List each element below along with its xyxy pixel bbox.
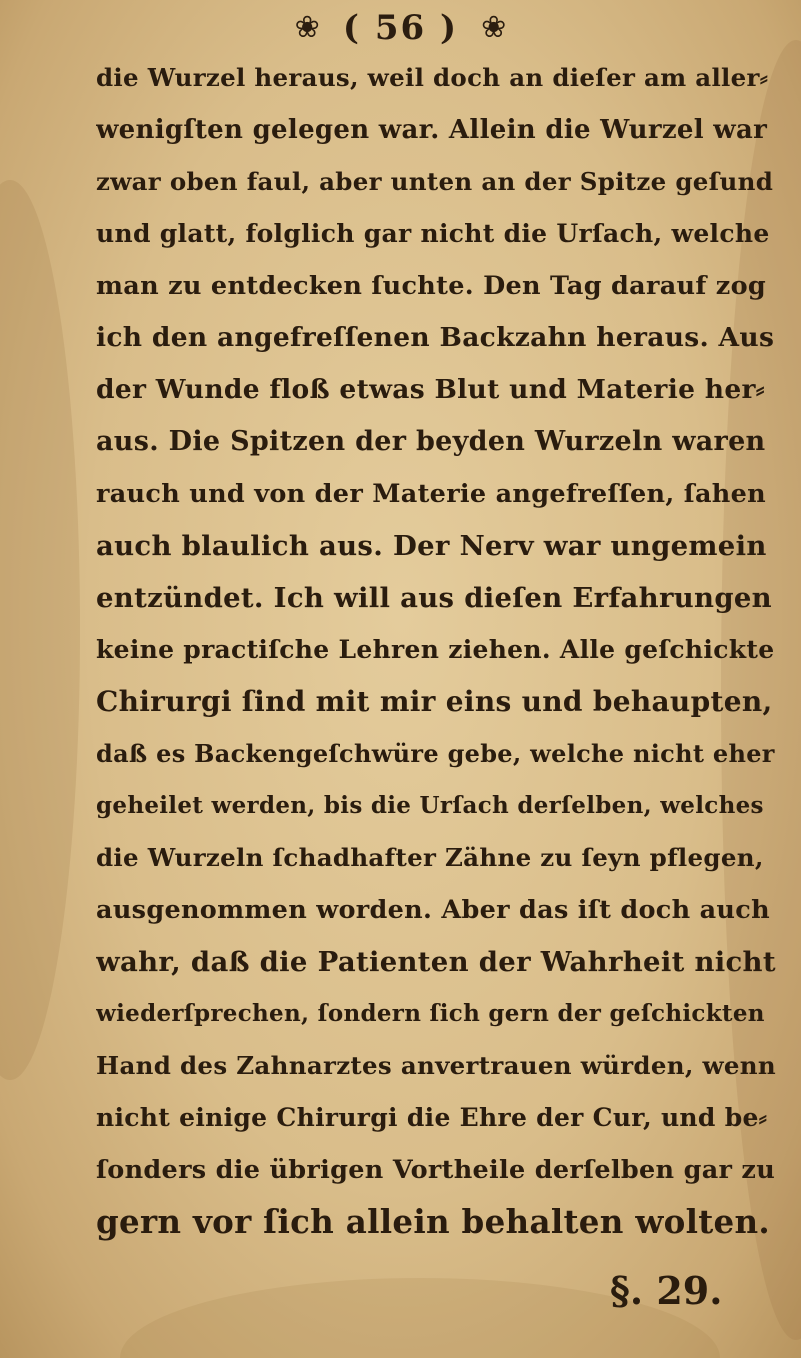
text-line: Chirurgi ſind mit mir eins und behaupten, [96,685,773,718]
text-line: zwar oben faul, aber unten an der Spitze geſund [96,167,774,196]
text-line: rauch und von der Materie angefreſſen, ſahen [96,479,767,509]
text-line: geheilet werden, bis die Urſach derſelben, welches [96,792,764,819]
catchword: §. 29. [610,1268,723,1313]
text-line: ſonders die übrigen Vortheile derſelben gar zu [96,1155,776,1185]
text-line: nicht einige Chirurgi die Ehre der Cur, und be⸗ [96,1103,768,1132]
text-line: die Wurzel heraus, weil doch an dieſer am aller⸗ [96,63,769,92]
text-line: ausgenommen worden. Aber das iſt doch auch [96,895,770,925]
text-line: gern vor ſich allein behalten wolten. [96,1202,771,1241]
text-line: auch blaulich aus. Der Nerv war ungemein [96,530,767,562]
text-line: Hand des Zahnarztes anvertrauen würden, wenn [96,1051,776,1080]
paper-stain-left [0,180,80,1080]
text-line: keine practiſche Lehren ziehen. Alle geſchickte [96,635,775,664]
text-line: daß es Backengeſchwüre gebe, welche nicht eher [96,739,775,768]
page-number: ( 56 ) [342,8,459,48]
text-line: aus. Die Spitzen der beyden Wurzeln waren [96,426,766,457]
text-line: der Wunde floß etwas Blut und Materie her⸗ [96,374,765,405]
text-line: die Wurzeln ſchadhafter Zähne zu ſeyn pflegen, [96,843,764,872]
text-line: wenigſten gelegen war. Allein die Wurzel war [96,115,768,145]
text-line: entzündet. Ich will aus dieſen Erfahrungen [96,582,772,614]
text-line: man zu entdecken ſuchte. Den Tag darauf zog [96,271,767,301]
body-text [96,52,776,1248]
text-line: ich den angefreſſenen Backzahn heraus. Aus [96,322,775,353]
left-ornament-icon: ❀ [294,10,320,45]
text-line: wahr, daß die Patienten der Wahrheit nicht [96,946,776,978]
page-header [0,6,801,50]
text-line: wiederſprechen, ſondern ſich gern der geſchickten [96,1000,765,1027]
right-ornament-icon: ❀ [481,10,507,45]
text-line: und glatt, folglich gar nicht die Urſach, welche [96,219,770,248]
